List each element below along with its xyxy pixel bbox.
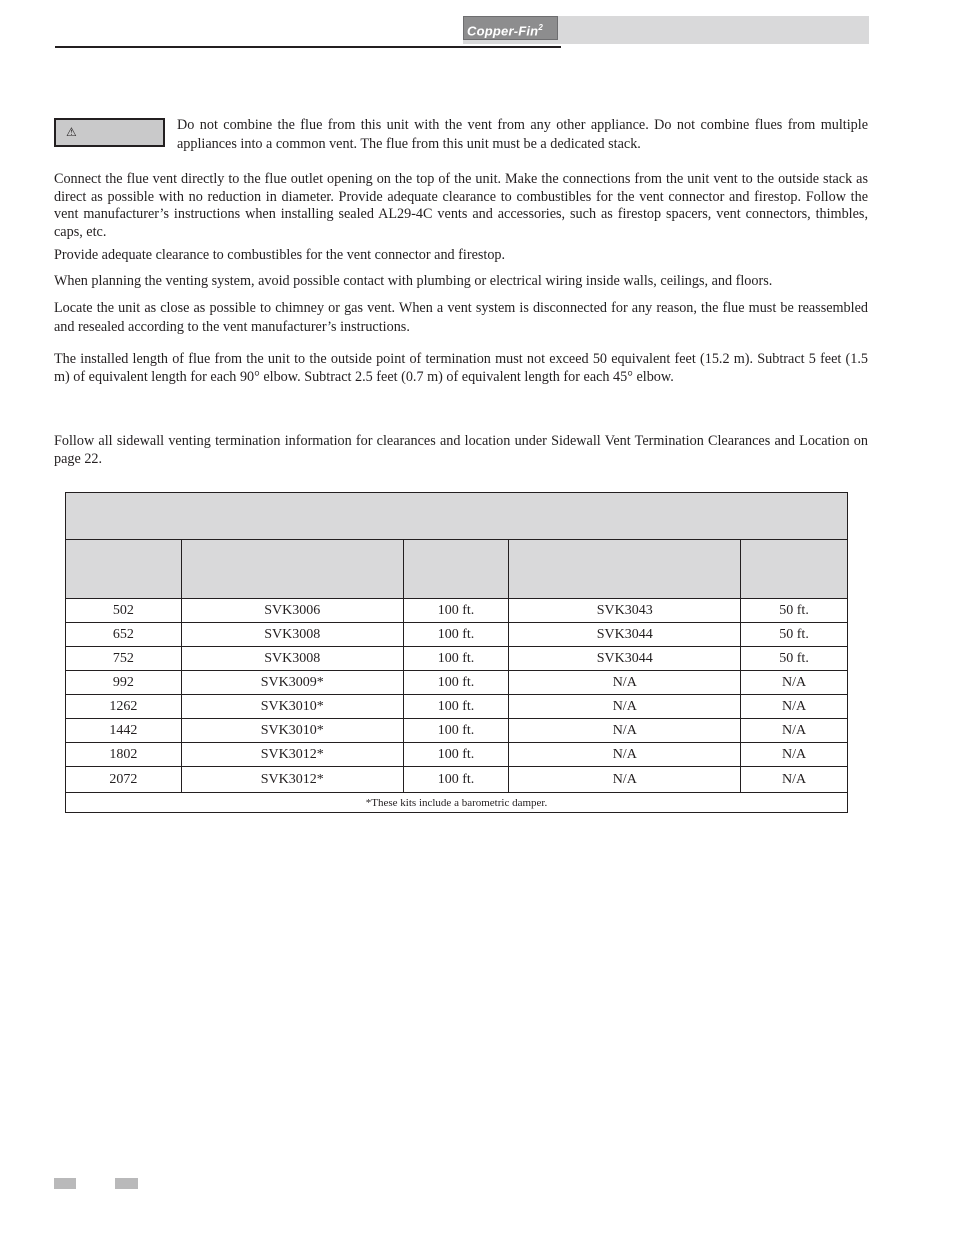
- table-footnote-row: [66, 793, 848, 813]
- paragraph-sidewall: Follow all sidewall venting termination information for clearances and location under Sidewall Vent Termination Clearances and Location on page 22.: [54, 433, 868, 467]
- warning-triangle-icon: ⚠: [66, 125, 77, 139]
- table-row: 1802 SVK3012* 100 ft. N/A N/A: [66, 743, 848, 767]
- table-footnote: *These kits include a barometric damper.: [66, 793, 848, 813]
- paragraph-location: Locate the unit as close as possible to chimney or gas vent. When a vent system is disconnected for any reason, the flue must be reassembled and resealed according to the vent manufacturer’s instructions.: [54, 300, 868, 335]
- footer-section-tab: [115, 1178, 138, 1189]
- paragraph-planning: When planning the venting system, avoid possible contact with plumbing or electrical wiring inside walls, ceilings, and floors.: [54, 273, 773, 289]
- warning-label: [54, 118, 165, 147]
- header-rule: [55, 46, 561, 48]
- table-row: 652 SVK3008 100 ft. SVK3044 50 ft.: [66, 623, 848, 647]
- table-row: 2072 SVK3012* 100 ft. N/A N/A: [66, 767, 848, 793]
- paragraph-flue-length: The installed length of flue from the unit to the outside point of termination must not exceed 50 equivalent feet (15.2 m). Subtract 5 feet (1.5 m) of equivalent length for each 90° elbow. Subtract 2.5 feet (0.7 m) of equivalent length for each 45° elbow.: [54, 351, 868, 385]
- table-header-row: [66, 540, 848, 599]
- paragraph-clearance: Provide adequate clearance to combustibles for the vent connector and firestop.: [54, 247, 506, 263]
- paragraph-flue-connection: Connect the flue vent directly to the flue outlet opening on the top of the unit. Make the connections from the unit vent to the outside stack as direct as possible with no reduction in diameter. Provide adequate clearance to combustibles for the vent connector and firestop. Follow the vent manufacturer’s instructions when installing sealed AL29-4C vents and accessories, such as firestop spacers, vent connectors, thimbles, caps, etc.: [54, 171, 868, 240]
- table-row: 1262 SVK3010* 100 ft. N/A N/A: [66, 695, 848, 719]
- brand-logo: Copper-Fin$^2$: [463, 16, 558, 40]
- table-title-row: [66, 493, 848, 540]
- warning-text: Do not combine the flue from this unit with the vent from any other appliance. Do not combine flues from multiple appliances into a common vent. The flue from this unit must be a dedicated stack.: [177, 117, 868, 152]
- table-row: 502 SVK3006 100 ft. SVK3043 50 ft.: [66, 599, 848, 623]
- vent-kit-table: [65, 492, 848, 813]
- table-row: 1442 SVK3010* 100 ft. N/A N/A: [66, 719, 848, 743]
- table-row: 992 SVK3009* 100 ft. N/A N/A: [66, 671, 848, 695]
- footer-page-tab: [54, 1178, 76, 1189]
- table-row: 752 SVK3008 100 ft. SVK3044 50 ft.: [66, 647, 848, 671]
